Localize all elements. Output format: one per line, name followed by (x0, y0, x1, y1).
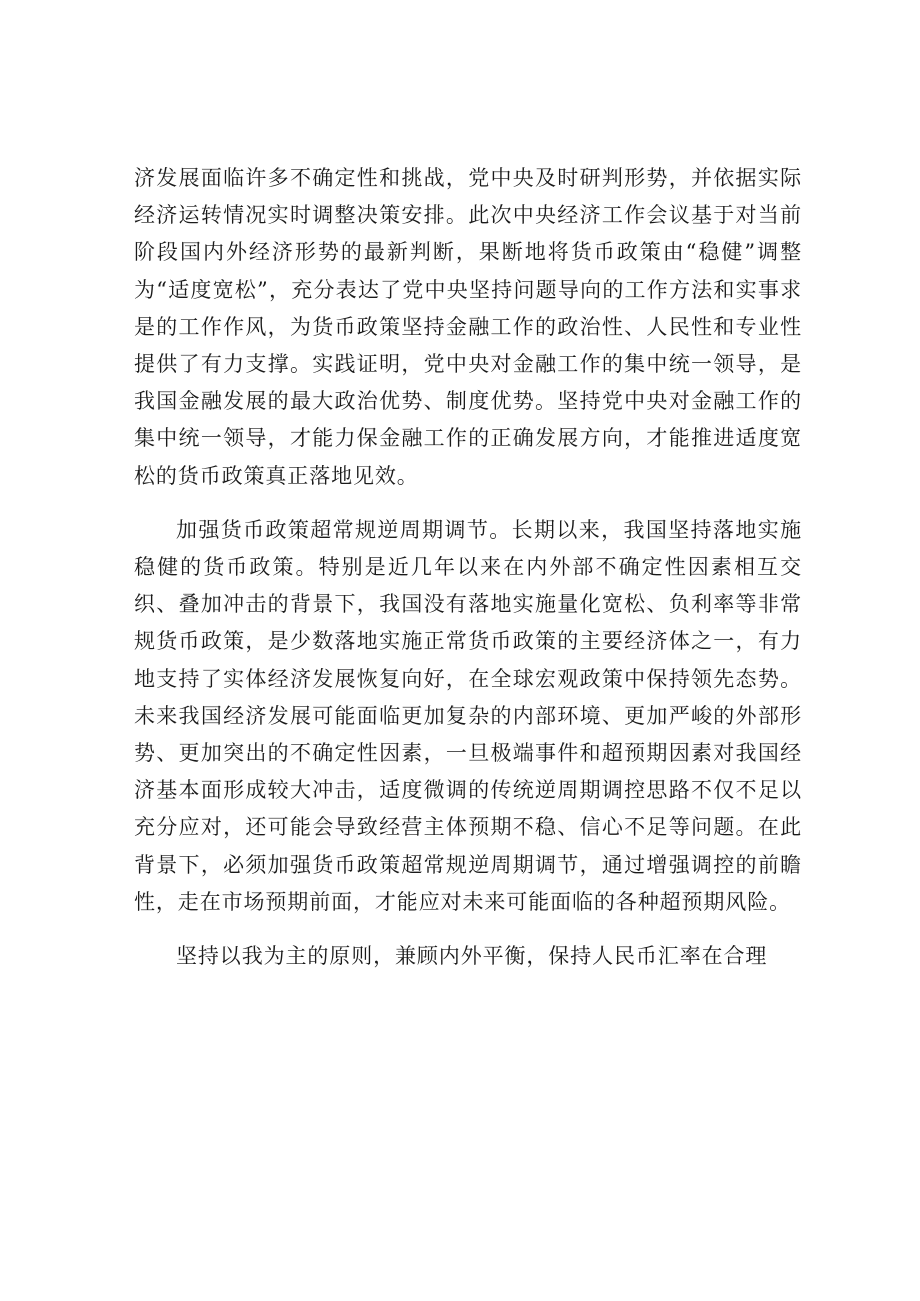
paragraph: 坚持以我为主的原则，兼顾内外平衡，保持人民币汇率在合理 (176, 944, 768, 969)
document-body (134, 160, 802, 975)
paragraph: 加强货币政策超常规逆周期调节。长期以来，我国坚持落地实施稳健的货币政策。特别是近几年以来在内外部不确定性因素相互交织、叠加冲击的背景下，我国没有落地实施量化宽松、负利率等非常规货币政策，是少数落地实施正常货币政策的主要经济体之一，有力地支持了实体经济发展恢复向好，在全球宏观政策中保持领先态势。未来我国经济发展可能面临更加复杂的内部环境、更加严峻的外部形势、更加突出的不确定性因素，一旦极端事件和超预期因素对我国经济基本面形成较大冲击，适度微调的传统逆周期调控思路不仅不足以充分应对，还可能会导致经营主体预期不稳、信心不足等问题。在此背景下，必须加强货币政策超常规逆周期调节，通过增强调控的前瞻性，走在市场预期前面，才能应对未来可能面临的各种超预期风险。 (134, 517, 802, 914)
paragraph-continued: 济发展面临许多不确定性和挑战，党中央及时研判形势，并依据实际经济运转情况实时调整决策安排。此次中央经济工作会议基于对当前阶段国内外经济形势的最新判断，果断地将货币政策由“稳健”调整为“适度宽松”，充分表达了党中央坚持问题导向的工作方法和实事求是的工作作风，为货币政策坚持金融工作的政治性、人民性和专业性提供了有力支撑。实践证明，党中央对金融工作的集中统一领导，是我国金融发展的最大政治优势、制度优势。坚持党中央对金融工作的集中统一领导，才能力保金融工作的正确发展方向，才能推进适度宽松的货币政策真正落地见效。 (134, 166, 802, 488)
